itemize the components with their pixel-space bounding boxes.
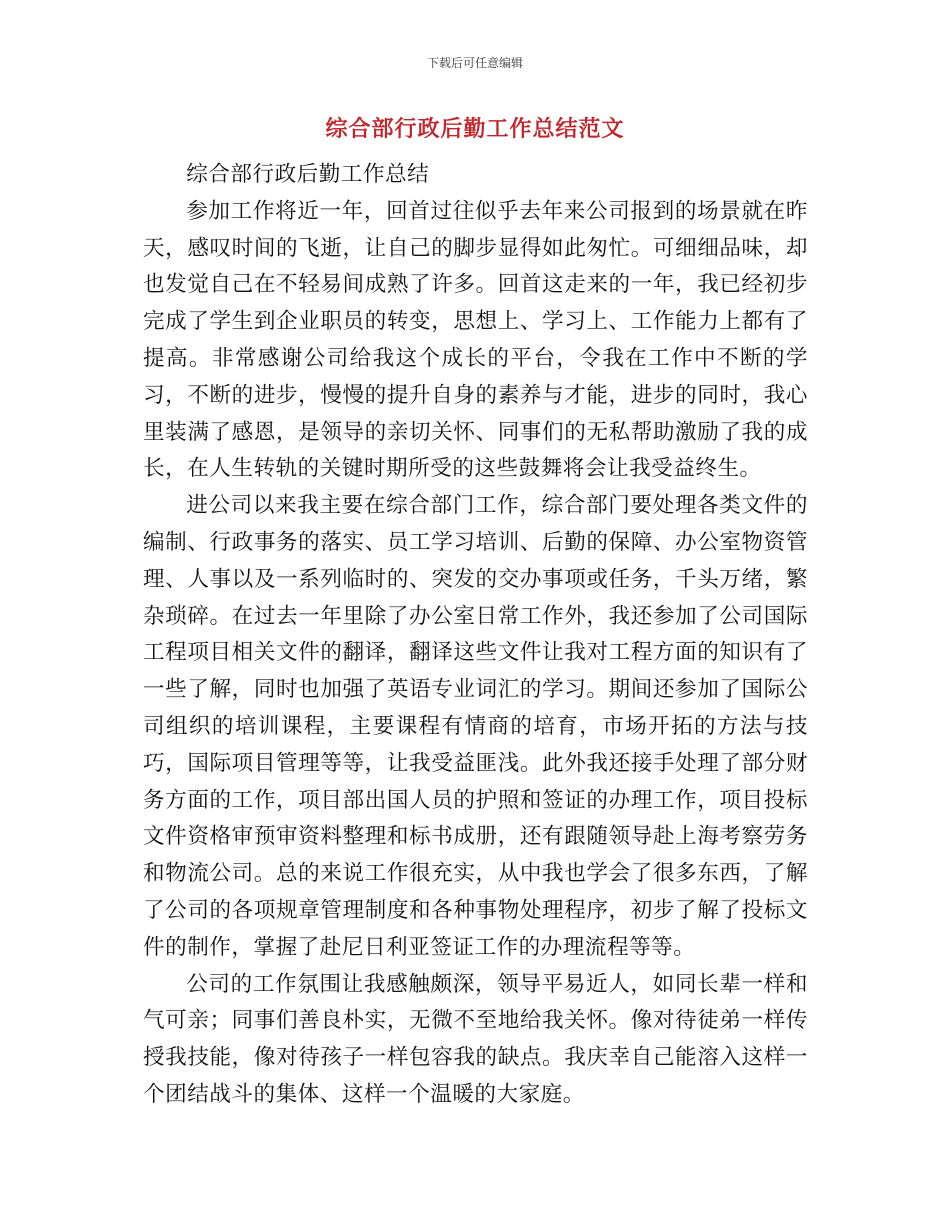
paragraph-2: 进公司以来我主要在综合部门工作，综合部门要处理各类文件的编制、行政事务的落实、员工学习培训、后勤的保障、办公室物资管理、人事以及一系列临时的、突发的交办事项或任务，千头万绪，繁杂琐碎。在过去一年里除了办公室日常工作外，我还参加了公司国际工程项目相关文件的翻译，翻译这些文件让我对工程方面的知识有了一些了解，同时也加强了英语专业词汇的学习。期间还参加了国际公司组织的培训课程，主要课程有情商的培育，市场开拓的方法与技巧，国际项目管理等等，让我受益匪浅。此外我还接手处理了部分财务方面的工作，项目部出国人员的护照和签证的办理工作，项目投标文件资格审预审资料整理和标书成册，还有跟随领导赴上海考察劳务和物流公司。总的来说工作很充实，从中我也学会了很多东西，了解了公司的各项规章管理制度和各种事物处理程序，初步了解了投标文件的制作，掌握了赴尼日利亚签证工作的办理流程等等。 [143, 493, 808, 960]
paragraph-1: 参加工作将近一年，回首过往似乎去年来公司报到的场景就在昨天，感叹时间的飞逝，让自己的脚步显得如此匆忙。可细细品味，却也发觉自己在不轻易间成熟了许多。回首这走来的一年，我已经初步完成了学生到企业职员的转变，思想上、学习上、工作能力上都有了提高。非常感谢公司给我这个成长的平台，令我在工作中不断的学习，不断的进步，慢慢的提升自身的素养与才能，进步的同时，我心里装满了感恩，是领导的亲切关怀、同事们的无私帮助激励了我的成长，在人生转轨的关键时期所受的这些鼓舞将会让我受益终生。 [143, 198, 808, 482]
document-body [143, 157, 808, 1114]
document-title: 综合部行政后勤工作总结范文 [325, 116, 625, 142]
page-header-note: 下载后可任意编辑 [426, 56, 523, 70]
subtitle-paragraph: 综合部行政后勤工作总结 [186, 162, 430, 187]
paragraph-3: 公司的工作氛围让我感触颇深，领导平易近人，如同长辈一样和气可亲；同事们善良朴实，无微不至地给我关怀。像对待徒弟一样传授我技能，像对待孩子一样包容我的缺点。我庆幸自己能溶入这样一个团结战斗的集体、这样一个温暖的大家庭。 [143, 971, 808, 1107]
